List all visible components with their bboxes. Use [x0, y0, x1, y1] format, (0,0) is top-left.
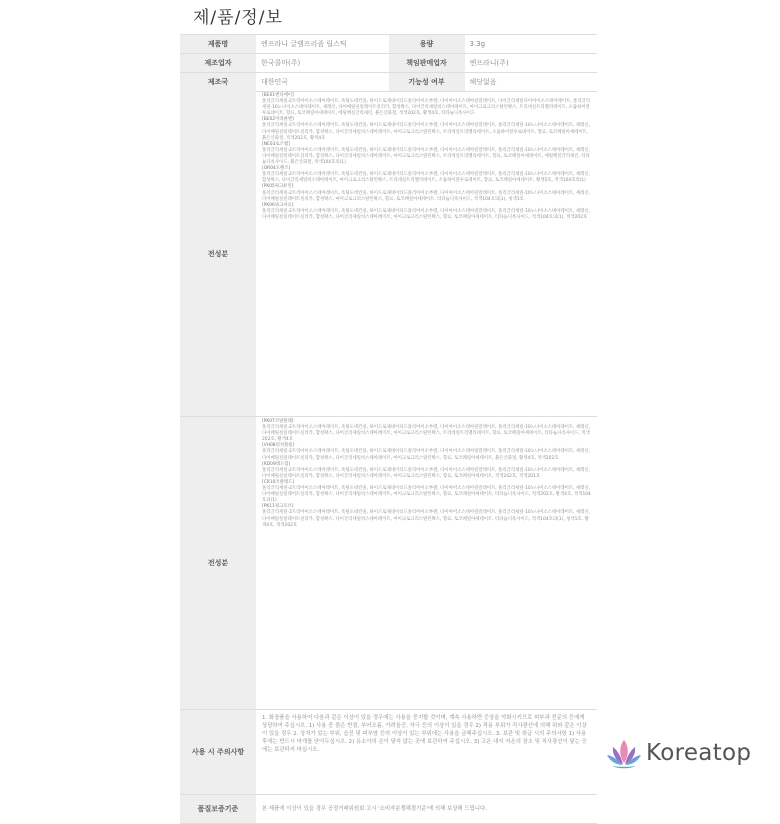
ingredient-section-text: 폴리글리세릴-2트리아이소스테아레이트, 옥틸도데칸올, 하이드로제네이티드폴리아이소부텐, 다이아이소스테아릴말레이트, 폴리글리세릴-10노나이소스테아레이트, 세레신, 다이메틸실릴레이트실리카, 합성왁스, 다이글리세릴비스테아레이트, 마이크로크리스탈린왁스, 향료, 토코페릴아세테이트, 티타늄디옥사이드, 적색202호, 황색4호, 적색104호의(1)	[262, 486, 591, 504]
ingredient-section-code: [NE03로즈랩]	[262, 141, 290, 147]
ingredient-section-text: 폴리글리세릴-2트리아이소스테아레이트, 옥틸도데칸올, 하이드로제네이티드폴리아이소부텐, 다이아이소스테아릴말레이트, 폴리글리세릴-10노나이소스테아레이트, 세레신, 다이메틸실릴레이트실리카, 합성왁스, 다이글리세릴비스테아레이트, 마이크로크리스탈린왁스, 향료, 토코페릴아세테이트, 티타늄디옥사이드, 적색104호의(1), 청색1호, 황색4호, 적색202호	[262, 510, 591, 528]
info-value: 한국콜마(주)	[256, 54, 389, 73]
info-row	[180, 73, 597, 92]
info-label: 제조국	[180, 73, 256, 92]
brand-name: Koreatop	[646, 740, 752, 766]
ingredient-section-code: [RD09레드립]	[262, 461, 291, 467]
info-row	[180, 54, 597, 73]
lotus-icon	[606, 736, 642, 770]
info-value: 3.3g	[465, 35, 598, 54]
ingredient-section-code: [CR10코랄레드]	[262, 479, 295, 485]
caution-row	[180, 710, 597, 795]
ingredient-section-text: 폴리글리세릴-2트리아이소스테아레이트, 옥틸도데칸올, 하이드로제네이티드폴리아이소부텐, 다이아이소스테아릴말레이트, 다이글리세릴다이아이소스테아레이트, 폴리글리세릴-10노나이소스테아레이트, 세레신, 다이메틸실릴레이트실리카, 합성왁스, 다이글리세릴비스테아레이트, 마이크로크리스탈린왁스, 트리데실트리멜리테이트, 소듐하이알루로네이트, 향료, 토코페릴아세테이트, 에틸헥실글리세린, 붉은산화철, 적색202호, 황색4호, 티타늄디옥사이드	[262, 99, 590, 117]
ingredient-section-text: 폴리글리세릴-2트리아이소스테아레이트, 옥틸도데칸올, 하이드로제네이티드폴리아이소부텐, 다이아이소스테아릴말레이트, 폴리글리세릴-10노나이소스테아레이트, 세레신, 다이메틸실릴레이트실리카, 합성왁스, 다이글리세릴비스테아레이트, 마이크로크리스탈린왁스, 트리데실트리멜리테이트, 향료, 토코페릴아세테이트, 에틸헥실글리세린, 티타늄디옥사이드, 붉은산화철, 적색104호의(1)	[262, 147, 591, 166]
caution-label: 사용 시 주의사항	[180, 710, 256, 794]
ingredients-text-2	[256, 417, 597, 709]
ingredient-section-code: [BE01엔디에이]	[262, 93, 294, 98]
ingredient-section-text: 폴리글리세릴-2트리아이소스테아레이트, 옥틸도데칸올, 하이드로제네이티드폴리아이소부텐, 다이아이소스테아릴말레이트, 폴리글리세릴-10노나이소스테아레이트, 세레신, 다이메틸실릴레이트실리카, 합성왁스, 다이글리세릴비스테아레이트, 마이크로크리스탈린왁스, 향료, 토코페릴아세테이트, 적색202호, 적색201호	[262, 467, 591, 479]
info-value: 해당없음	[465, 73, 598, 92]
ingredient-section-code: [BE02미라클엔]	[262, 117, 294, 123]
info-label: 제품명	[180, 35, 256, 54]
ingredient-section-text: 폴리글리세릴-2트리아이소스테아레이트, 옥틸도데칸올, 하이드로제네이티드폴리아이소부텐, 다이아이소스테아릴말레이트, 폴리글리세릴-10노나이소스테아레이트, 세레신, 다이메틸실릴레이트실리카, 합성왁스, 다이글리세릴비스테아레이트, 마이크로크리스탈린왁스, 트리데실트리멜리테이트, 향료, 토코페릴아세테이트, 티타늄디옥사이드, 적색202호, 황색4호	[262, 425, 591, 443]
caution-text: 1. 화장품을 사용하여 다음과 같은 이상이 있을 경우에는 사용을 중지할 것이며, 계속 사용하면 증상을 악화시키므로 피부과 전문의 등에게 상담하여 주십시오. 1) 사용 중 붉은 반점, 부어오름, 가려움증, 자극 등의 이상이 있을 경우 2) 적용 부위가 직사광선에 의해 위와 같은 이상이 있을 경우 2. 상처가 있는 부위, 습진 및 피부염 등의 이상이 있는 부위에는 사용을 금해주십시오. 3. 보관 및 취급 시의 주의사항 1) 사용 후에는 반드시 마개를 닫아두십시오. 2) 유소아의 손이 닿지 않는 곳에 보관하여 주십시오. 3) 고온 내지 저온의 장소 및 직사광선이 닿는 곳에는 보관하지 마십시오.	[262, 715, 587, 753]
warranty-label: 품질보증기준	[180, 795, 256, 823]
ingredient-section-code: [PK05핑크퓨린]	[262, 184, 294, 190]
ingredient-section-text: 폴리글리세릴-2트리아이소스테아레이트, 옥틸도데칸올, 하이드로제네이티드폴리아이소부텐, 다이아이소스테아릴말레이트, 폴리글리세릴-10노나이소스테아레이트, 세레신, 다이메틸실릴레이트실리카, 합성왁스, 다이글리세릴비스테아레이트, 마이크로크리스탈린왁스, 향료, 토코페릴아세테이트, 티타늄디옥사이드, 적색104호의(1), 적색202호	[262, 208, 591, 220]
ingredients-label: 전성분	[180, 91, 256, 416]
info-label: 용량	[389, 35, 465, 54]
ingredient-section-code: [PK06핑크셔츠]	[262, 202, 294, 208]
info-row	[180, 35, 597, 54]
ingredient-section-text: 폴리글리세릴-2트리아이소스테아레이트, 옥틸도데칸올, 하이드로제네이티드폴리아이소부텐, 다이아이소스테아릴말레이트, 폴리글리세릴-10노나이소스테아레이트, 세레신, 다이메틸실릴레이트실리카, 합성왁스, 다이글리세릴비스테아레이트, 마이크로크리스탈린왁스, 향료, 토코페릴아세테이트, 붉은산화철, 황색4호, 적색202호	[262, 449, 591, 461]
info-value: 엔프라니(주)	[465, 54, 598, 73]
info-value: 대한민국	[256, 73, 389, 92]
ingredient-section-code: [VH08피치블룸]	[262, 443, 295, 449]
warranty-text: 본 제품에 이상이 있을 경우 공정거래위원회 고시 '소비자분쟁해결기준'에 의해 보상해 드립니다.	[262, 806, 487, 812]
ingredient-section-code: [PK07코랄블레]	[262, 419, 294, 424]
product-info-table	[180, 34, 597, 92]
info-value: 엔프라니 글램프리즘 립스틱	[256, 35, 389, 54]
ingredients-row-1	[180, 91, 597, 417]
ingredient-section-text: 폴리글리세릴-2트리아이소스테아레이트, 옥틸도데칸올, 하이드로제네이티드폴리아이소부텐, 다이아이소스테아릴말레이트, 폴리글리세릴-10노나이소스테아레이트, 세레신, 다이메틸실릴레이트실리카, 합성왁스, 다이글리세릴비스테아레이트, 마이크로크리스탈린왁스, 트리데실트리멜리테이트, 소듐하이알루로네이트, 향료, 토코페릴아세테이트, 붉은산화철, 적색202호, 황색4호	[262, 123, 591, 141]
ingredients-block	[180, 91, 597, 824]
info-label: 제조업자	[180, 54, 256, 73]
ingredient-section-code: [OR04오렌즈]	[262, 166, 291, 172]
warranty-row	[180, 795, 597, 824]
ingredient-section-text: 폴리글리세릴-2트리아이소스테아레이트, 옥틸도데칸올, 하이드로제네이티드폴리아이소부텐, 다이아이소스테아릴말레이트, 폴리글리세릴-10노나이소스테아레이트, 세레신, 합성왁스, 다이글리세릴비스테아레이트, 마이크로크리스탈린왁스, 트리데실트리멜리테이트, 소듐하이알루로네이트, 향료, 토코페릴아세테이트, 황색5호, 적색104호의(1)	[262, 172, 591, 184]
ingredients-label-2: 전성분	[180, 417, 256, 709]
info-label: 책임판매업자	[389, 54, 465, 73]
page-title: 제/품/정/보	[193, 8, 283, 28]
ingredient-section-code: [PK11핑크모브]	[262, 504, 294, 510]
koreatop-logo	[606, 736, 751, 770]
ingredients-text	[256, 91, 597, 416]
ingredients-row-2	[180, 417, 597, 710]
info-label: 기능성 여부	[389, 73, 465, 92]
ingredient-section-text: 폴리글리세릴-2트리아이소스테아레이트, 옥틸도데칸올, 하이드로제네이티드폴리아이소부텐, 다이아이소스테아릴말레이트, 폴리글리세릴-10노나이소스테아레이트, 세레신, 다이메틸실릴레이트실리카, 합성왁스, 마이크로크리스탈린왁스, 향료, 토코페릴아세테이트, 티타늄디옥사이드, 적색104호의(1), 청색1호	[262, 190, 591, 202]
